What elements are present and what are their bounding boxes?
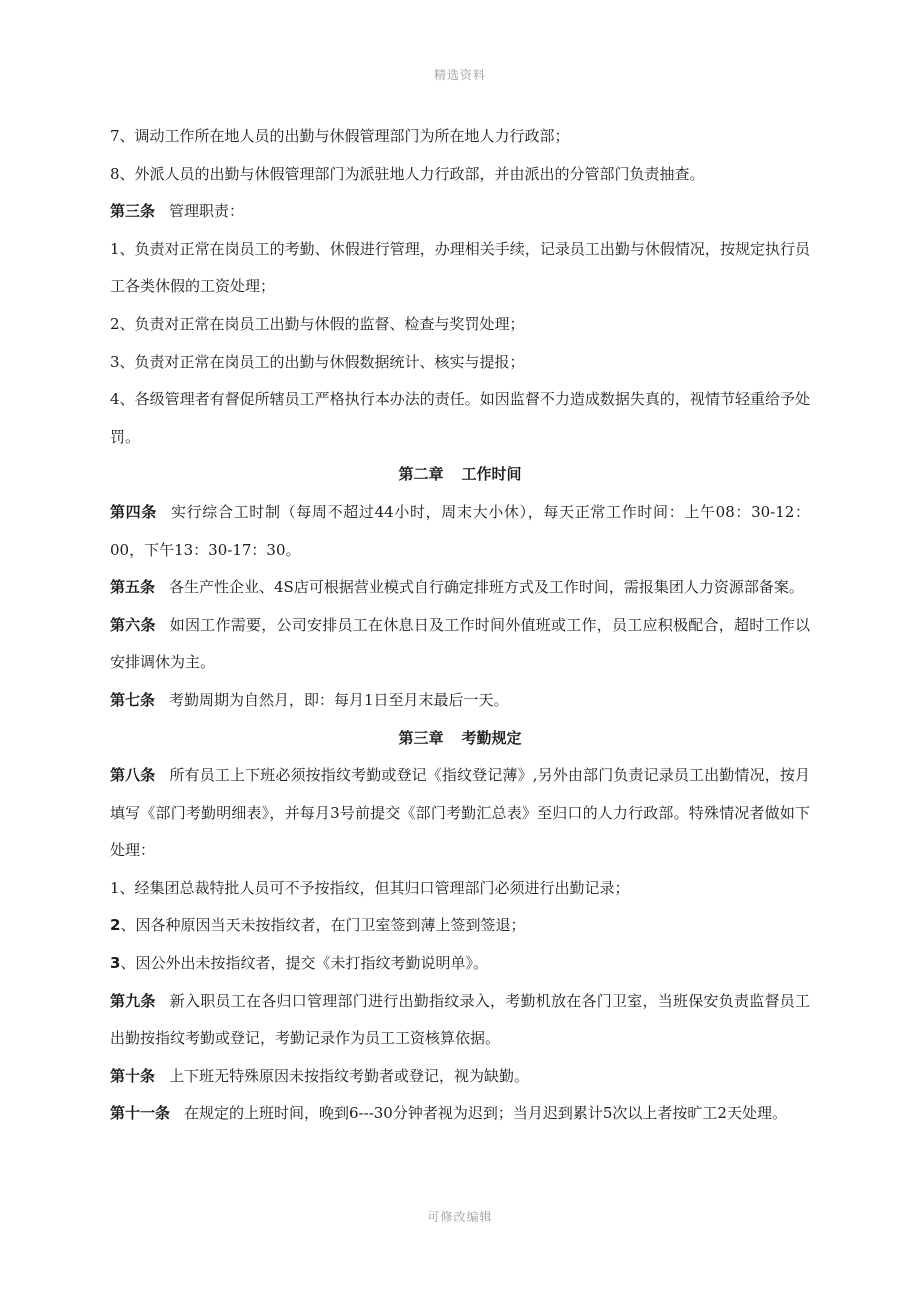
article-5 (110, 569, 810, 607)
item-text: 、因各种原因当天未按指纹者，在门卫室签到薄上签到签退； (120, 916, 526, 935)
article-label: 第八条 (110, 766, 156, 785)
article-text: 实行综合工时制（每周不超过44小时，周末大小休），每天正常工作时间：上午08：30-12：00，下午13：30-17：30。 (110, 502, 810, 559)
article-6 (110, 607, 810, 682)
article-text: 管理职责： (169, 202, 245, 221)
list-item (110, 118, 810, 156)
article-label: 第九条 (110, 991, 156, 1010)
article-10 (110, 1058, 810, 1096)
article-text: 所有员工上下班必须按指纹考勤或登记《指纹登记薄》,另外由部门负责记录员工出勤情况，按月填写《部门考勤明细表》，并每月3号前提交《部门考勤汇总表》至归口的人力行政部。特殊情况者做如下处理： (110, 766, 810, 860)
article-text: 上下班无特殊原因未按指纹考勤者或登记，视为缺勤。 (169, 1066, 530, 1085)
article-4 (110, 494, 810, 569)
chapter-title: 考勤规定 (461, 728, 522, 747)
article-label: 第十一条 (110, 1104, 171, 1123)
list-item (110, 231, 810, 306)
document-body (110, 118, 810, 1133)
chapter-number: 第二章 (398, 465, 444, 484)
article-label: 第六条 (110, 615, 156, 634)
list-item (110, 344, 810, 382)
chapter-number: 第三章 (398, 728, 444, 747)
item-text: 2、负责对正常在岗员工出勤与休假的监督、检查与奖罚处理； (110, 314, 525, 333)
article-label: 第七条 (110, 690, 156, 709)
article-text: 新入职员工在各归口管理部门进行出勤指纹录入，考勤机放在各门卫室，当班保安负责监督员工出勤按指纹考勤或登记，考勤记录作为员工工资核算依据。 (110, 991, 810, 1048)
chapter-heading-2 (110, 456, 810, 494)
article-11 (110, 1095, 810, 1133)
item-text: 4、各级管理者有督促所辖员工严格执行本办法的责任。如因监督不力造成数据失真的，视情节轻重给予处罚。 (110, 390, 810, 446)
article-text: 如因工作需要，公司安排员工在休息日及工作时间外值班或工作，员工应积极配合，超时工作以安排调休为主。 (110, 615, 810, 672)
page-footer: 可修改编辑 (427, 1210, 493, 1224)
article-text: 在规定的上班时间，晚到6---30分钟者视为迟到；当月迟到累计5次以上者按旷工2天处理。 (184, 1104, 787, 1123)
article-3 (110, 193, 810, 231)
list-item (110, 306, 810, 344)
article-7 (110, 682, 810, 720)
chapter-title: 工作时间 (461, 465, 522, 484)
item-text: 、因公外出未按指纹者，提交《未打指纹考勤说明单》。 (120, 954, 488, 973)
article-text: 各生产性企业、4S店可根据营业模式自行确定排班方式及工作时间，需报集团人力资源部备案。 (169, 578, 804, 597)
item-text: 7、调动工作所在地人员的出勤与休假管理部门为所在地人力行政部； (110, 127, 570, 145)
list-item (110, 945, 810, 983)
item-text: 3、负责对正常在岗员工的出勤与休假数据统计、核实与提报； (110, 352, 525, 371)
article-text: 考勤周期为自然月，即：每月1日至月末最后一天。 (169, 690, 509, 709)
list-item (110, 381, 810, 456)
article-8 (110, 757, 810, 870)
item-text: 1、经集团总裁特批人员可不予按指纹，但其归口管理部门必须进行出勤记录； (110, 878, 630, 897)
item-number: 2 (110, 916, 121, 935)
item-number: 3 (110, 954, 121, 973)
page-header: 精选资料 (433, 68, 486, 82)
list-item (110, 907, 810, 945)
item-text: 1、负责对正常在岗员工的考勤、休假进行管理，办理相关手续，记录员工出勤与休假情况，按规定执行员工各类休假的工资处理； (110, 239, 810, 296)
article-label: 第四条 (110, 502, 157, 521)
article-label: 第五条 (110, 578, 156, 597)
article-9 (110, 983, 810, 1058)
article-label: 第三条 (110, 202, 156, 221)
list-item (110, 870, 810, 908)
chapter-heading-3 (110, 720, 810, 758)
list-item (110, 156, 810, 194)
item-text: 8、外派人员的出勤与休假管理部门为派驻地人力行政部，并由派出的分管部门负责抽查。 (110, 164, 705, 183)
article-label: 第十条 (110, 1066, 156, 1085)
